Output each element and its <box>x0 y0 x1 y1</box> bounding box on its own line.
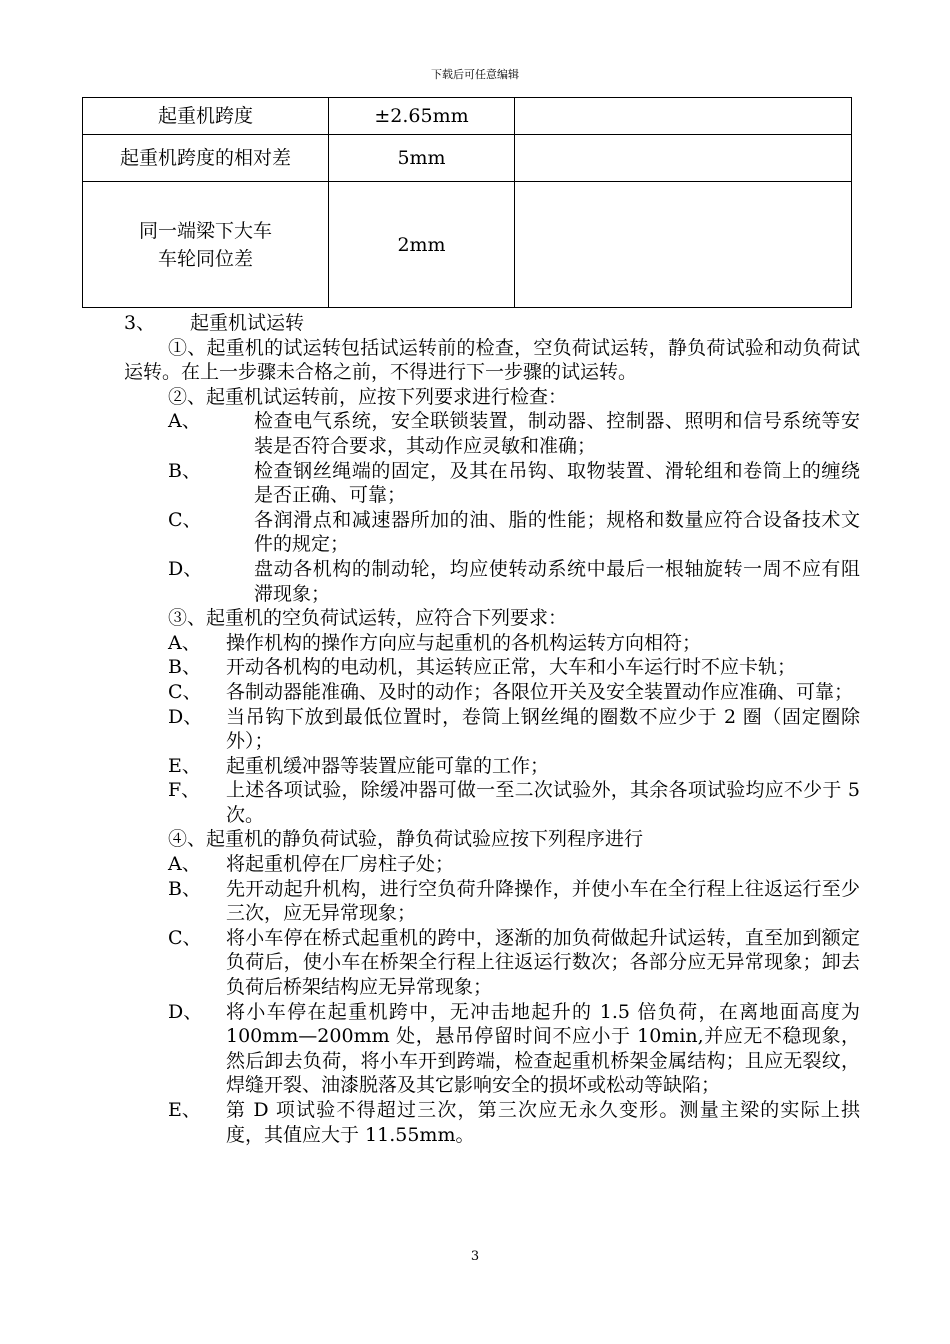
section-heading <box>124 311 860 336</box>
list-label: C、 <box>168 508 202 531</box>
table-cell-value: 5mm <box>329 135 515 182</box>
table-cell-item: 起重机跨度 <box>83 98 329 135</box>
list-item <box>168 1000 860 1098</box>
table-cell-value: 2mm <box>329 182 515 308</box>
list-item <box>168 877 860 926</box>
section-title: 起重机试运转 <box>190 312 305 334</box>
list-label: D、 <box>168 557 203 580</box>
table-cell-note <box>515 182 852 308</box>
list-label: F、 <box>168 779 201 802</box>
list-label: B、 <box>168 877 201 900</box>
document-body <box>124 311 860 1147</box>
list-item <box>168 508 860 557</box>
list-item <box>168 705 860 754</box>
list-label: A、 <box>168 410 201 433</box>
list-text: 检查电气系统，安全联锁装置，制动器、控制器、照明和信号系统等安装是否符合要求，其动作应灵敏和准确； <box>254 410 860 457</box>
table-row <box>83 135 852 182</box>
list-item <box>168 852 860 877</box>
list-label: B、 <box>168 459 201 482</box>
paragraph-intro: ①、起重机的试运转包括试运转前的检查，空负荷试运转，静负荷试验和动负荷试运转。在上一步骤未合格之前，不得进行下一步骤的试运转。 <box>124 336 860 384</box>
list-label: D、 <box>168 705 203 728</box>
list-item <box>168 557 860 606</box>
table-row <box>83 98 852 135</box>
list-label: E、 <box>168 1099 201 1121</box>
table-cell-note <box>515 135 852 182</box>
list-text: 盘动各机构的制动轮，均应使转动系统中最后一根轴旋转一周不应有阻滞现象； <box>254 557 860 605</box>
list-item <box>168 1098 860 1147</box>
list-text: 将起重机停在厂房柱子处； <box>226 853 455 876</box>
list-item <box>168 754 860 779</box>
list-item <box>168 778 860 827</box>
table-cell-item: 起重机跨度的相对差 <box>83 135 329 182</box>
subheading-precheck: ②、起重机试运转前，应按下列要求进行检查： <box>168 385 568 408</box>
table-cell-note <box>515 98 852 135</box>
list-text: 当吊钩下放到最低位置时，卷筒上钢丝绳的圈数不应少于 2 圈（固定圈除外）； <box>226 705 860 753</box>
list-item <box>168 680 860 705</box>
spec-table <box>82 97 852 308</box>
list-text: 检查钢丝绳端的固定，及其在吊钩、取物装置、滑轮组和卷筒上的缠绕是否正确、可靠； <box>254 459 860 507</box>
list-label: A、 <box>168 631 201 654</box>
list-text: 操作机构的操作方向应与起重机的各机构运转方向相符； <box>226 631 702 654</box>
list-text: 上述各项试验，除缓冲器可做一至二次试验外，其余各项试验均应不少于 5 次。 <box>226 779 860 826</box>
list-text: 各润滑点和减速器所加的油、脂的性能；规格和数量应符合设备技术文件的规定； <box>254 508 860 556</box>
list-item <box>168 409 860 458</box>
list-label: C、 <box>168 926 202 949</box>
table-cell-item <box>83 182 329 308</box>
table-cell-item-line: 车轮同位差 <box>157 247 253 270</box>
list-label: E、 <box>168 754 201 777</box>
table-cell-value: ±2.65mm <box>329 98 515 135</box>
list-text: 起重机缓冲器等装置应能可靠的工作； <box>226 754 550 777</box>
list-item <box>168 655 860 680</box>
list-item <box>168 926 860 1000</box>
list-label: C、 <box>168 680 202 703</box>
list-text: 将小车停在桥式起重机的跨中，逐渐的加负荷做起升试运转，直至加到额定负荷后，使小车在桥架全行程上往返运行数次；各部分应无异常现象；卸去负荷后桥架结构应无异常现象； <box>226 926 860 999</box>
list-item <box>168 459 860 508</box>
page-header: 下载后可任意编辑 <box>431 68 519 81</box>
list-text: 将小车停在起重机跨中，无冲击地起升的 1.5 倍负荷，在离地面高度为 100mm—200mm 处，悬吊停留时间不应小于 10min,并应无不稳现象，然后卸去负荷，将小车开到跨端，检查起重机桥架金属结构；且应无裂纹，焊缝开裂、油漆脱落及其它影响安全的损坏或松动等缺陷； <box>226 1000 860 1097</box>
list-text: 各制动器能准确、及时的动作；各限位开关及安全装置动作应准确、可靠； <box>226 680 854 703</box>
list-item <box>168 631 860 656</box>
subheading-static-load: ④、起重机的静负荷试验，静负荷试验应按下列程序进行 <box>168 828 644 851</box>
list-text: 第 D 项试验不得超过三次，第三次应无永久变形。测量主梁的实际上拱度，其值应大于 11.55mm。 <box>226 1099 860 1146</box>
list-label: B、 <box>168 656 201 679</box>
subheading-no-load: ③、起重机的空负荷试运转，应符合下列要求： <box>168 607 568 630</box>
page-number: 3 <box>470 1249 480 1264</box>
table-cell-item-line: 同一端梁下大车 <box>138 219 272 242</box>
section-number: 3、 <box>124 312 156 334</box>
list-text: 先开动起升机构，进行空负荷升降操作，并使小车在全行程上往返运行至少三次，应无异常现象； <box>226 877 860 925</box>
list-label: A、 <box>168 853 201 876</box>
table-row <box>83 182 852 308</box>
list-text: 开动各机构的电动机，其运转应正常，大车和小车运行时不应卡轨； <box>226 656 797 679</box>
list-label: D、 <box>168 1000 203 1023</box>
